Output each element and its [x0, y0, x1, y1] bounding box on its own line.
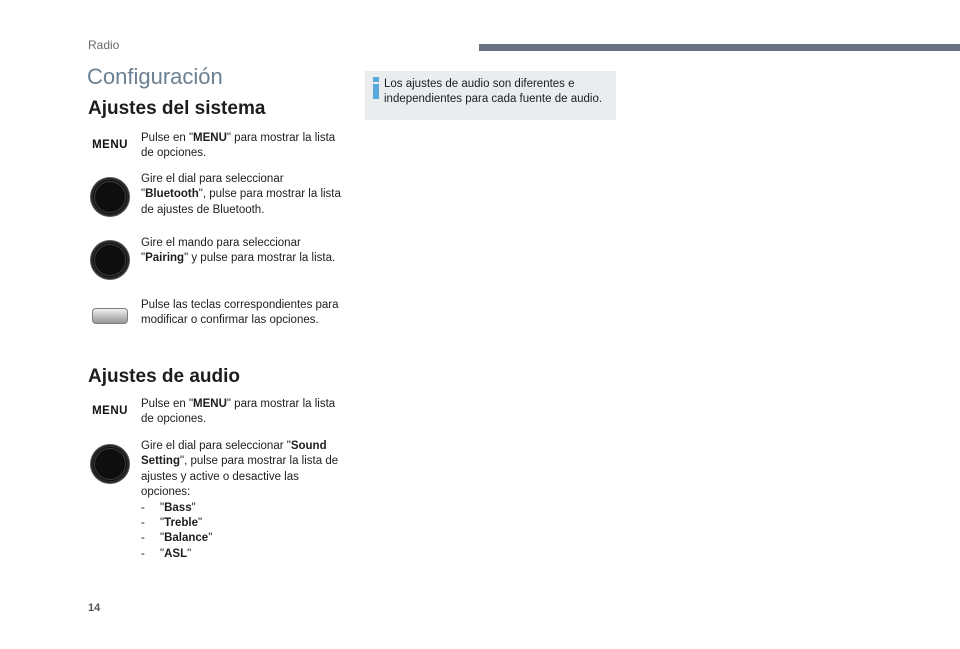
page-title: Configuración: [87, 64, 223, 89]
options-list: [141, 501, 341, 563]
list-item: - " Balance ": [141, 532, 213, 545]
audio-settings-title: Ajustes de audio: [88, 366, 241, 387]
info-text: Los ajustes de audio son diferentes e independientes para cada fuente de audio.: [384, 78, 603, 106]
keys-icon: [92, 308, 128, 324]
menu-button-icon: MENU: [92, 405, 128, 417]
list-item: - " Bass ": [141, 501, 196, 514]
info-icon: [371, 77, 381, 99]
header-bar: [479, 44, 960, 51]
menu-button-icon: MENU: [92, 139, 128, 151]
section-label: Radio: [88, 38, 120, 52]
dial-icon: [91, 241, 129, 279]
list-item: - " ASL ": [141, 547, 192, 560]
step-text: Pulse las teclas correspondientes para modificar o confirmar las opciones.: [141, 299, 339, 327]
system-settings-title: Ajustes del sistema: [88, 98, 266, 119]
page-number: 14: [88, 602, 101, 614]
dial-icon: [91, 445, 129, 483]
step-text: Gire el dial para seleccionar "Sound Setting", pulse para mostrar la lista de ajustes y active o desactive las opciones: - " Bass " - " Treble " - " Balance " - " ASL ": [141, 439, 341, 562]
step-text: Pulse en "MENU" para mostrar la lista de opciones.: [141, 398, 336, 426]
step-text: Gire el dial para seleccionar "Bluetooth", pulse para mostrar la lista de ajustes de Bluetooth.: [141, 173, 341, 216]
list-item: - " Treble ": [141, 517, 203, 530]
step-text: Pulse en "MENU" para mostrar la lista de opciones.: [141, 132, 336, 160]
dial-icon: [91, 178, 129, 216]
step-text: Gire el mando para seleccionar "Pairing" y pulse para mostrar la lista.: [141, 237, 336, 265]
info-box: [365, 71, 616, 120]
